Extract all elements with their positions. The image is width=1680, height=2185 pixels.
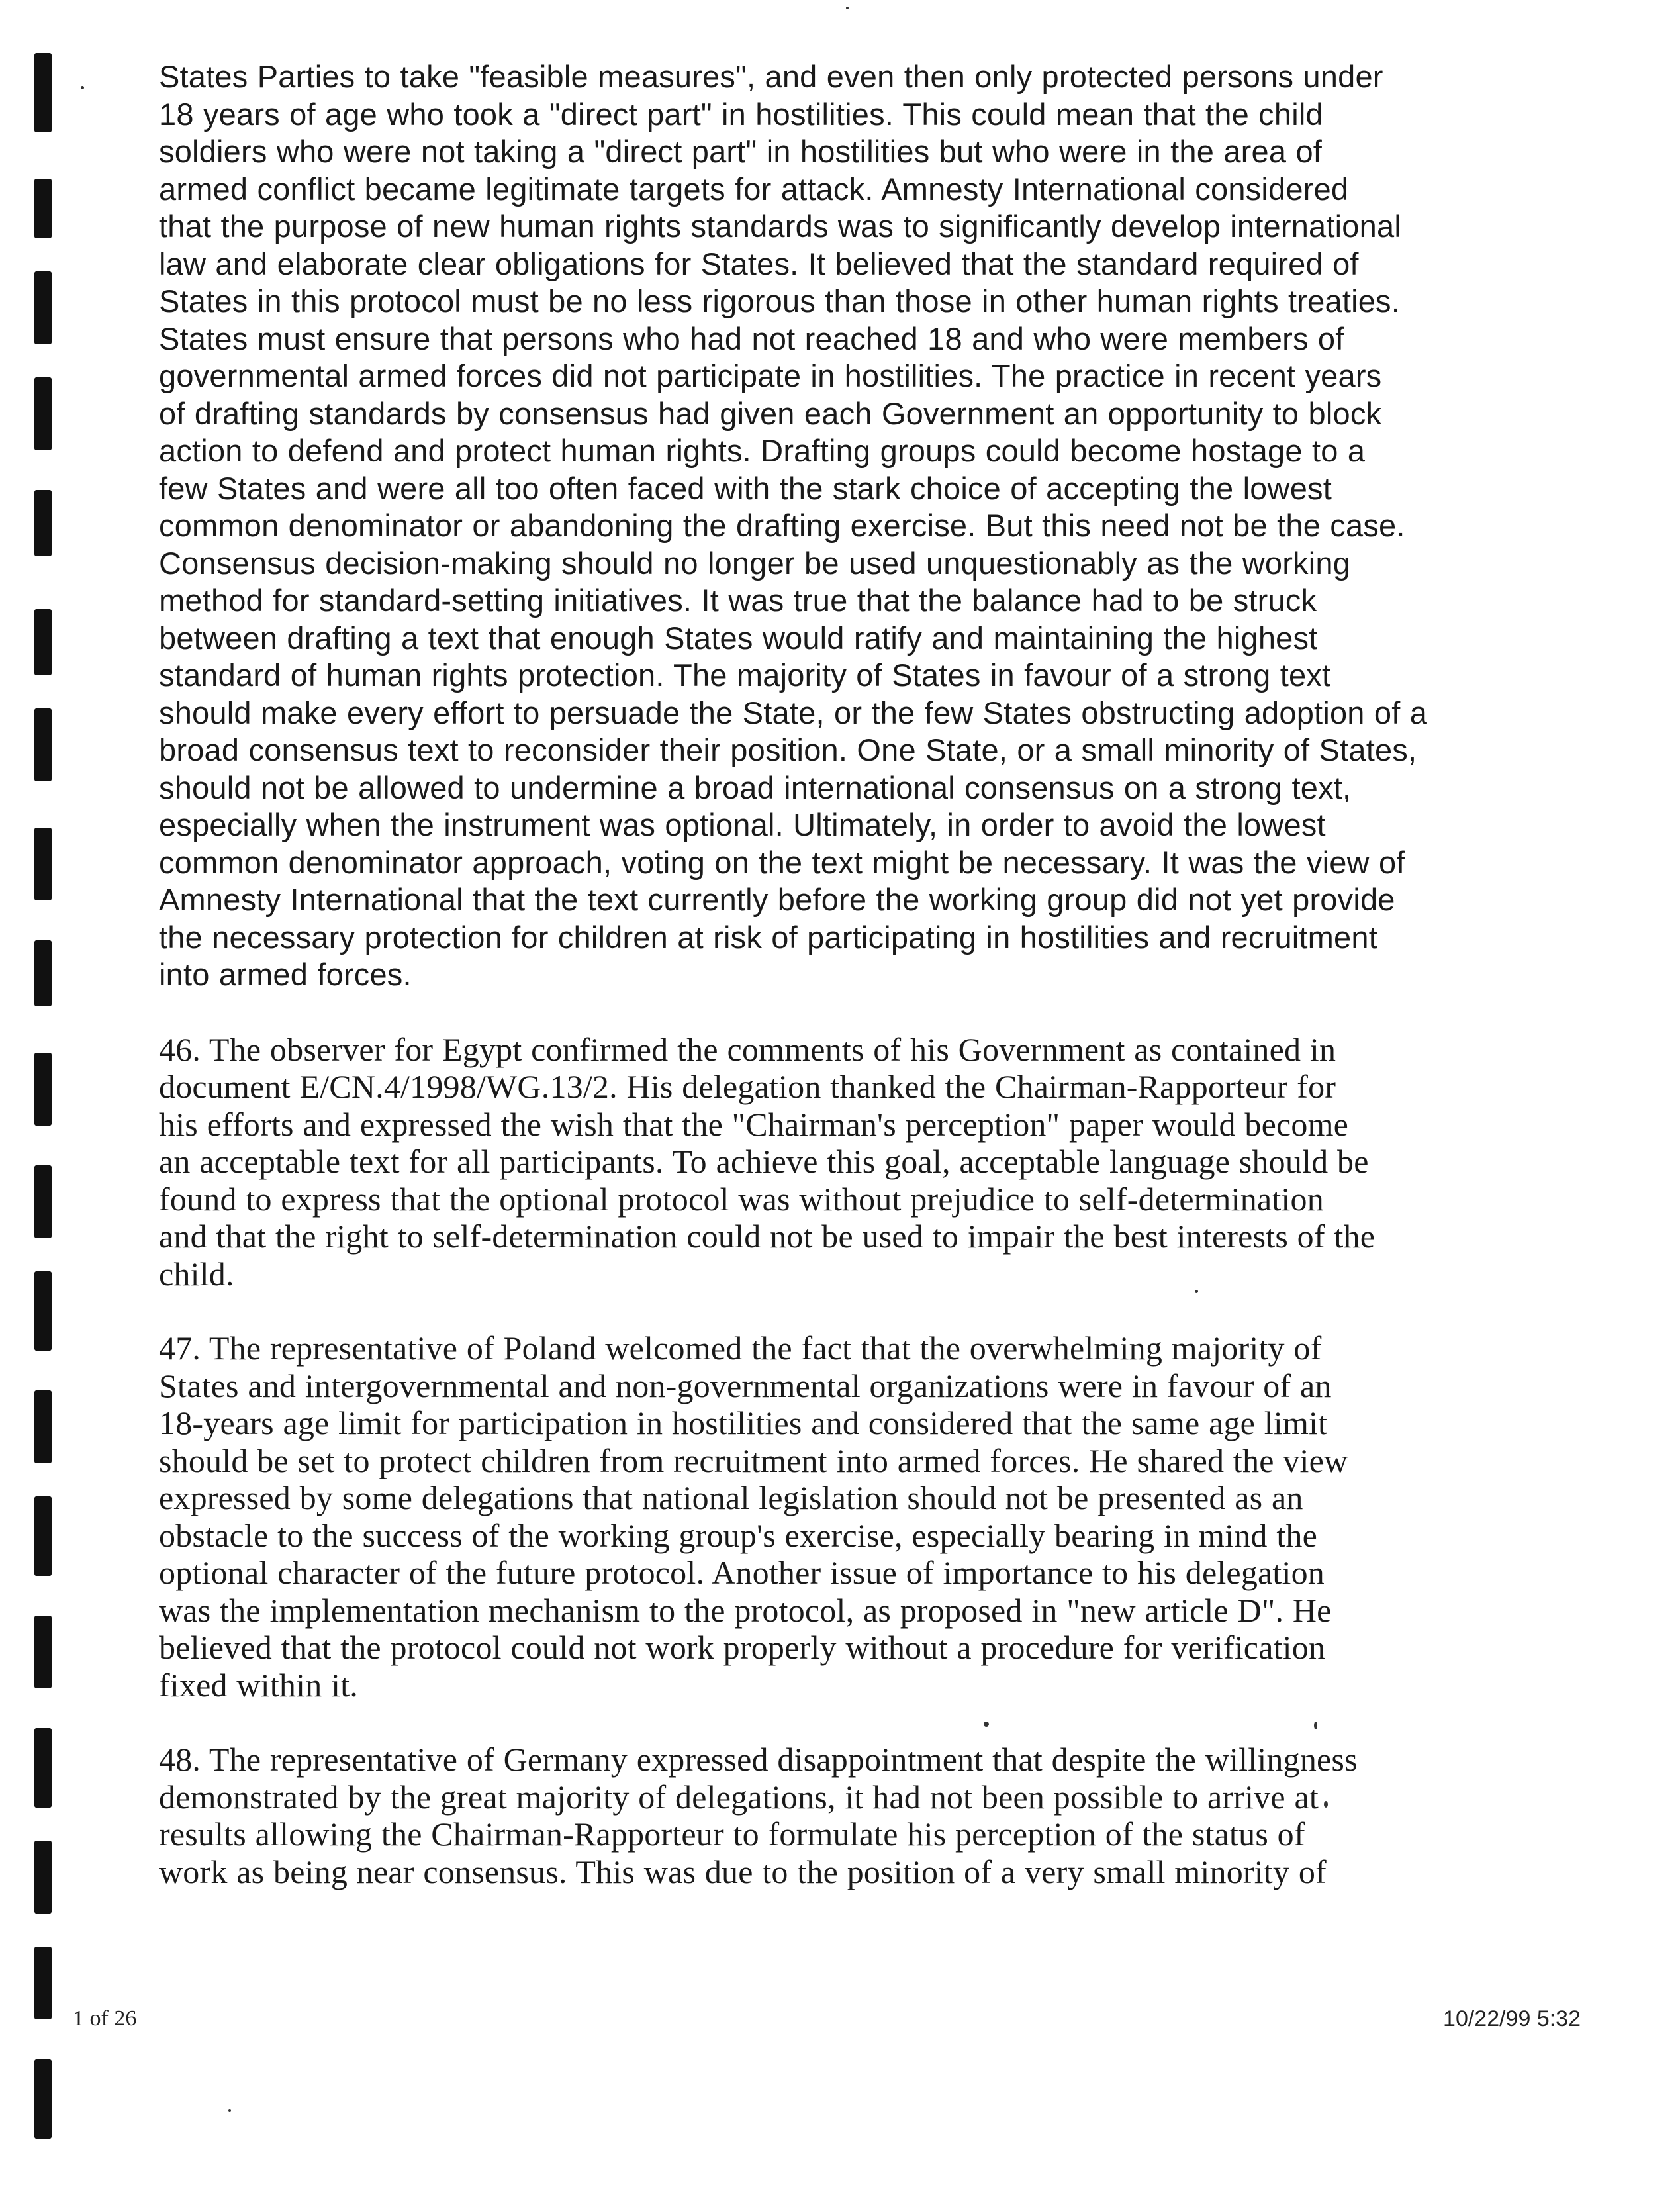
binding-mark xyxy=(34,1271,52,1351)
scan-speck xyxy=(846,7,849,9)
paragraph-45-continued: States Parties to take "feasible measures", and even then only protected persons under 18 years of age who took a "direct part" in hostilities. This could mean that the child soldiers who were not taking a "direct part" in hostilities but who were in the area of armed conflict became legitimate targets for attack. Amnesty International considered that the purpose of new human rights standards was to significantly develop international law and elaborate clear obligations for States. It believed that the standard required of States in this protocol must be no less rigorous than those in other human rights treaties. States must ensure that persons who had not reached 18 and who were members of governmental armed forces did not participate in hostilities. The practice in recent years of drafting standards by consensus had given each Government an opportunity to block action to defend and protect human rights. Drafting groups could become hostage to a few States and were all too often faced with the stark choice of accepting the lowest common denominator or abandoning the drafting exercise. But this need not be the case. Consensus decision-making should no longer be used unquestionably as the working method for standard-setting initiatives. It was true that the balance had to be struck between drafting a text that enough States would ratify and maintaining the highest standard of human rights protection. The majority of States in favour of a strong text should make every effort to persuade the State, or the few States obstructing adoption of a broad consensus text to reconsider their position. One State, or a small minority of States, should not be allowed to undermine a broad international consensus on a strong text, especially when the instrument was optional. Ultimately, in order to avoid the lowest common denominator approach, voting on the text might be necessary. It was the view of Amnesty International that the text currently before the working group did not yet provide the necessary protection for children at risk of participating in hostilities and recruitment into armed forces. xyxy=(159,59,1428,992)
binding-mark xyxy=(34,1947,52,2019)
binding-mark xyxy=(34,1728,52,1808)
page-indicator: 1 of 26 xyxy=(73,2006,137,2031)
binding-mark xyxy=(34,1390,52,1463)
binding-mark xyxy=(34,708,52,781)
binding-mark xyxy=(34,940,52,1006)
binding-mark xyxy=(34,53,52,132)
paragraph-47: 47. The representative of Poland welcomed the fact that the overwhelming majority of States and intergovernmental and non-governmental organizations were in favour of an 18-years age limit for participation in hostilities and considered that the same age limit should be set to protect children from recruitment into armed forces. He shared the view expressed by some delegations that national legislation should not be presented as an obstacle to the success of the working group's exercise, especially bearing in mind the optional character of the future protocol. Another issue of importance to his delegation was the implementation mechanism to the protocol, as proposed in "new article D". He believed that the protocol could not work properly without a procedure for verification fixed within it. xyxy=(159,1330,1348,1704)
document-body xyxy=(159,58,1589,1927)
binding-mark xyxy=(34,2059,52,2139)
binding-mark xyxy=(34,828,52,900)
paragraph-46: 46. The observer for Egypt confirmed the comments of his Government as contained in document E/CN.4/1998/WG.13/2. His delegation thanked the Chairman-Rapporteur for his efforts and expressed the wish that the "Chairman's perception" paper would become an acceptable text for all participants. To achieve this goal, acceptable language should be found to express that the optional protocol was without prejudice to self-determination and that the right to self-determination could not be used to impair the best interests of the child. xyxy=(159,1030,1376,1292)
binding-mark xyxy=(34,1053,52,1126)
binding-mark xyxy=(34,271,52,344)
binding-mark xyxy=(34,1496,52,1576)
binding-mark xyxy=(34,377,52,450)
scan-speck xyxy=(228,2109,231,2112)
paragraph-48: 48. The representative of Germany expressed disappointment that despite the willingness demonstrated by the great majority of delegations, it had not been possible to arrive at results allowing the Chairman-Rapporteur to formulate his perception of the status of work as being near consensus. This was due to the position of a very small minority of xyxy=(159,1741,1358,1890)
print-timestamp: 10/22/99 5:32 xyxy=(1443,2006,1581,2031)
binding-mark xyxy=(34,490,52,556)
binding-mark xyxy=(34,1841,52,1914)
binding-mark xyxy=(34,179,52,238)
binding-mark xyxy=(34,1165,52,1238)
scan-speck xyxy=(81,86,84,89)
binding-mark xyxy=(34,1616,52,1688)
binding-mark xyxy=(34,609,52,675)
